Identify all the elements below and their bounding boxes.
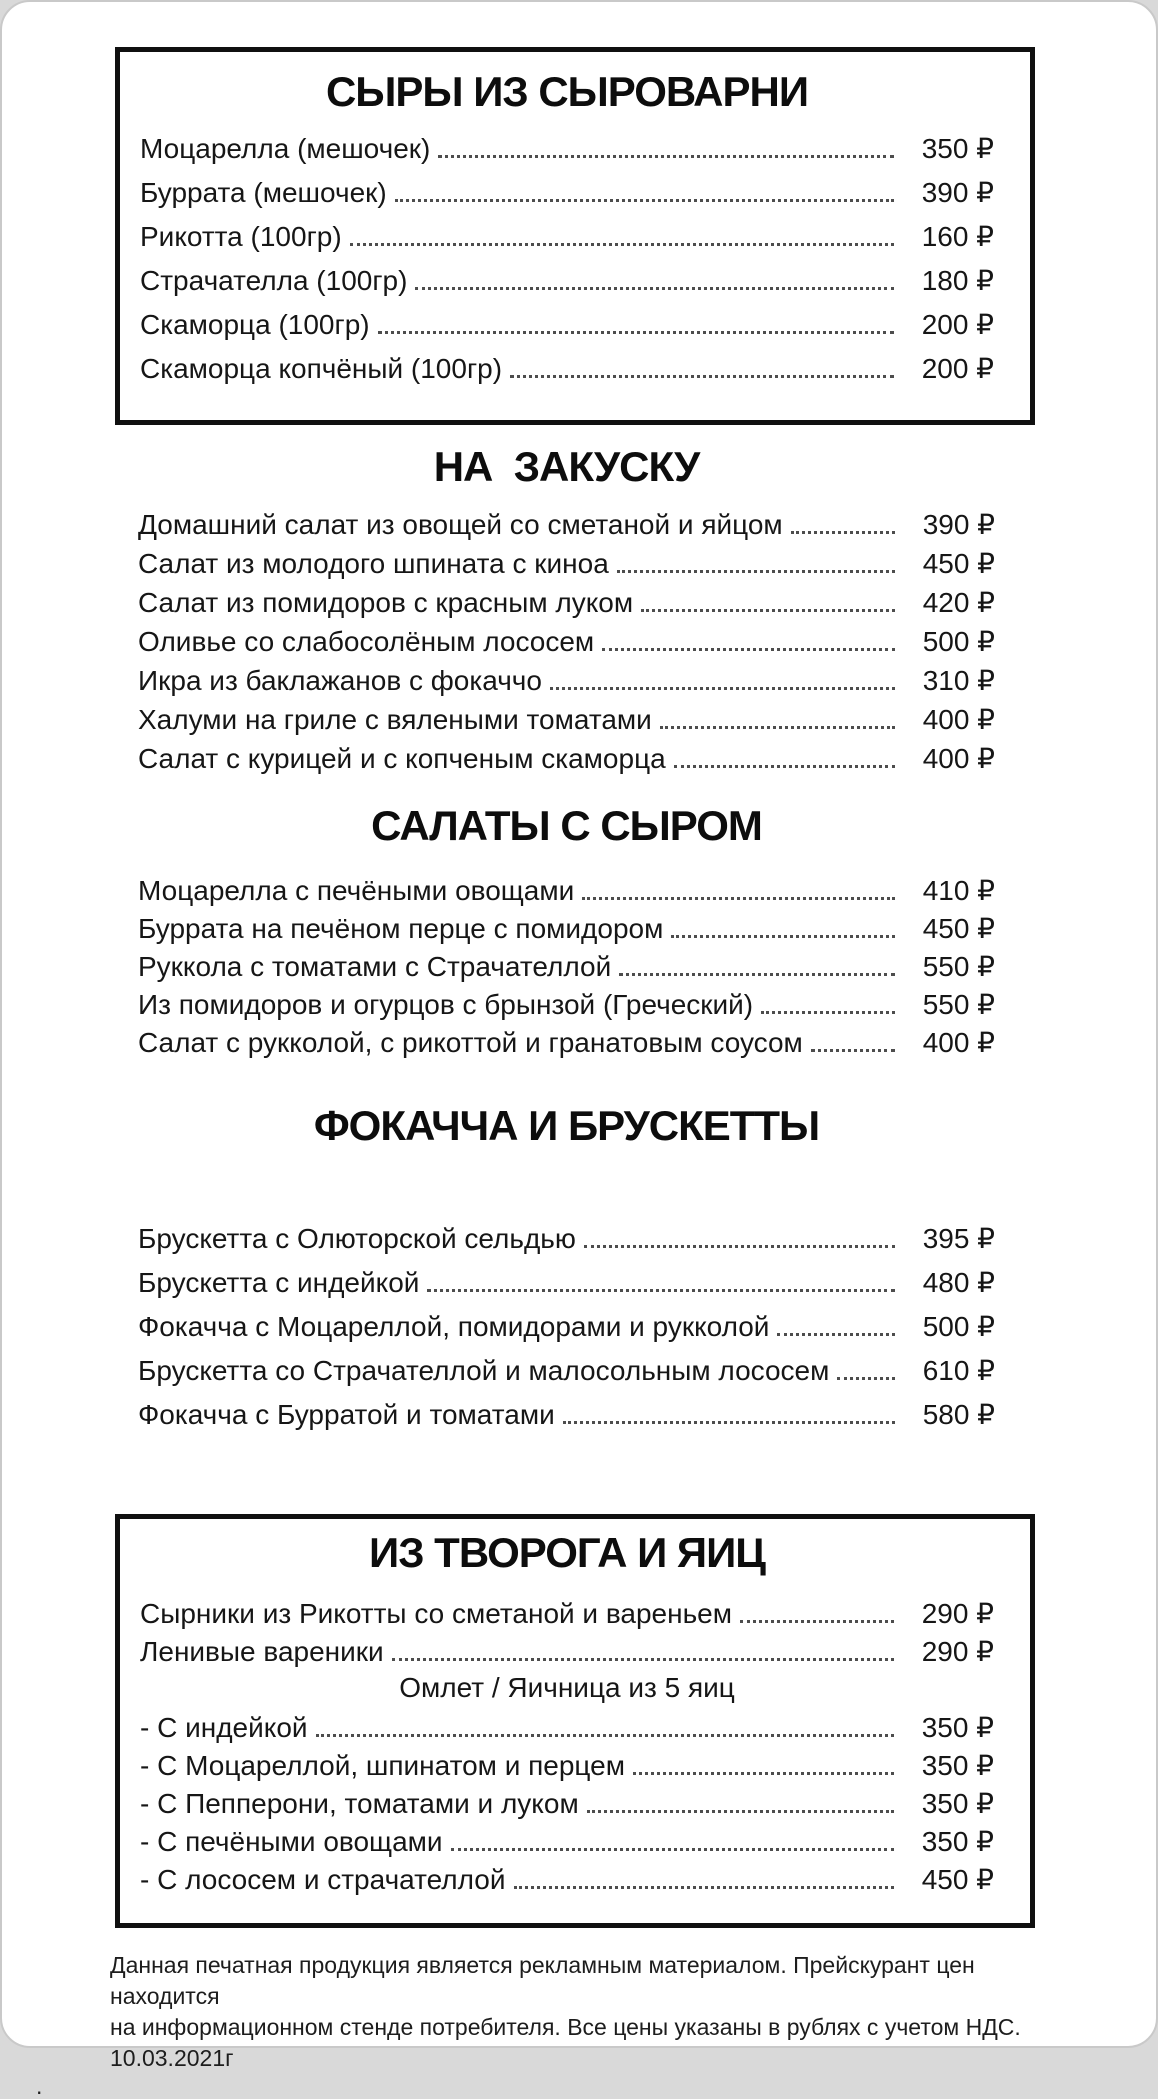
- item-name: Халуми на гриле с вялеными томатами: [138, 704, 652, 735]
- item-name: Икра из баклажанов с фокаччо: [138, 665, 542, 696]
- section-title-focaccia-bruschetta: ФОКАЧЧА И БРУСКЕТТЫ: [313, 1102, 820, 1149]
- dotted-leader: [602, 648, 895, 651]
- item-price: 550 ₽: [922, 951, 995, 982]
- dotted-leader: [427, 1289, 895, 1292]
- item-name: Оливье со слабосолёным лососем: [138, 626, 595, 657]
- dotted-leader: [619, 973, 895, 976]
- menu-item-row: [138, 984, 995, 1022]
- menu-subheader: Омлет / Яичница из 5 яиц: [399, 1672, 735, 1703]
- item-price: 395 ₽: [922, 1223, 995, 1254]
- item-price: 450 ₽: [922, 913, 995, 944]
- dotted-leader: [451, 1848, 894, 1851]
- section-title-curd-and-eggs: ИЗ ТВОРОГА И ЯИЦ: [369, 1529, 765, 1576]
- dotted-leader: [438, 155, 894, 158]
- dotted-leader: [671, 935, 895, 938]
- item-name: Моцарелла с печёными овощами: [138, 875, 575, 906]
- item-price: 400 ₽: [922, 1027, 995, 1058]
- item-price: 500 ₽: [922, 1311, 995, 1342]
- section-curd-and-eggs: [115, 1514, 1035, 1928]
- item-name: Ленивые вареники: [140, 1636, 384, 1667]
- section-rows-curd-and-eggs: [140, 1591, 994, 1897]
- item-name: Брускетта с индейкой: [138, 1267, 420, 1298]
- item-name: Сырники из Рикотты со сметаной и вареньем: [140, 1598, 733, 1629]
- dotted-leader: [582, 897, 895, 900]
- footer-stray-mark: .: [36, 2073, 43, 2099]
- item-name: Брускетта со Страчателлой и малосольным лососем: [138, 1355, 830, 1386]
- item-price: 550 ₽: [922, 989, 995, 1020]
- item-name: - С индейкой: [140, 1712, 308, 1743]
- item-name: - С Моцареллой, шпинатом и перцем: [140, 1750, 625, 1781]
- item-name: Скаморца (100гр): [140, 309, 370, 340]
- menu-item-row: [138, 503, 995, 542]
- menu-item-row: [138, 1300, 995, 1344]
- menu-item-row: [140, 122, 994, 166]
- menu-item-row: [138, 1388, 995, 1432]
- item-price: 450 ₽: [922, 548, 995, 579]
- section-cheeses: [115, 47, 1035, 425]
- item-price: 350 ₽: [921, 1826, 994, 1857]
- menu-item-row: [138, 542, 995, 581]
- dotted-leader: [660, 726, 895, 729]
- dotted-leader: [584, 1245, 895, 1248]
- menu-item-row: [138, 1212, 995, 1256]
- item-price: 500 ₽: [922, 626, 995, 657]
- dotted-leader: [633, 1772, 894, 1775]
- section-rows-cheese-salads: [138, 870, 995, 1060]
- dotted-leader: [395, 199, 894, 202]
- item-price: 580 ₽: [922, 1399, 995, 1430]
- item-name: Моцарелла (мешочек): [140, 133, 431, 164]
- menu-item-row: [138, 698, 995, 737]
- item-price: 480 ₽: [922, 1267, 995, 1298]
- menu-item-row: [140, 254, 994, 298]
- item-name: Домашний салат из овощей со сметаной и яйцом: [138, 509, 783, 540]
- dotted-leader: [761, 1011, 895, 1014]
- section-title-cheese-salads: САЛАТЫ С СЫРОМ: [371, 802, 762, 849]
- item-price: 390 ₽: [922, 509, 995, 540]
- menu-item-row: [138, 659, 995, 698]
- section-title-starters: НА ЗАКУСКУ: [433, 443, 700, 490]
- dotted-leader: [510, 375, 894, 378]
- item-price: 400 ₽: [922, 743, 995, 774]
- item-price: 350 ₽: [921, 1788, 994, 1819]
- dotted-leader: [378, 331, 894, 334]
- menu-item-row: [138, 870, 995, 908]
- menu-item-row: [140, 1859, 994, 1897]
- menu-item-row: [138, 1256, 995, 1300]
- section-cheese-salads: [138, 802, 995, 1060]
- dotted-leader: [811, 1049, 895, 1052]
- dotted-leader: [740, 1620, 894, 1623]
- footer-line-2: на информационном стенде потребителя. Все цены указаны в рублях с учетом НДС.: [110, 2014, 1021, 2040]
- item-name: Салат с курицей и с копченым скаморца: [138, 743, 666, 774]
- dotted-leader: [587, 1810, 894, 1813]
- item-price: 200 ₽: [921, 309, 994, 340]
- item-price: 450 ₽: [921, 1864, 994, 1895]
- menu-item-row: [140, 1631, 994, 1669]
- item-name: - С лососем и страчателлой: [140, 1864, 506, 1895]
- item-price: 420 ₽: [922, 587, 995, 618]
- item-name: Фокачча с Бурратой и томатами: [138, 1399, 555, 1430]
- item-price: 400 ₽: [922, 704, 995, 735]
- item-price: 350 ₽: [921, 133, 994, 164]
- menu-item-row: [140, 166, 994, 210]
- dotted-leader: [791, 531, 895, 534]
- item-price: 180 ₽: [921, 265, 994, 296]
- menu-item-row: [140, 1783, 994, 1821]
- menu-item-row: [140, 1821, 994, 1859]
- section-rows-starters: [138, 503, 995, 776]
- item-price: 200 ₽: [921, 353, 994, 384]
- section-starters: [138, 443, 995, 776]
- section-focaccia-bruschetta: [138, 1102, 995, 1432]
- item-price: 350 ₽: [921, 1712, 994, 1743]
- dotted-leader: [837, 1377, 895, 1380]
- dotted-leader: [415, 287, 894, 290]
- menu-item-row: [138, 1344, 995, 1388]
- section-rows-cheeses: [140, 122, 994, 386]
- menu-item-row: [138, 620, 995, 659]
- dotted-leader: [617, 570, 895, 573]
- item-name: Салат из молодого шпината с киноа: [138, 548, 609, 579]
- item-price: 390 ₽: [921, 177, 994, 208]
- menu-item-row: [138, 946, 995, 984]
- footer-disclaimer: [110, 1950, 1086, 2074]
- item-price: 350 ₽: [921, 1750, 994, 1781]
- menu-item-row: [140, 210, 994, 254]
- item-price: 310 ₽: [922, 665, 995, 696]
- item-price: 290 ₽: [921, 1598, 994, 1629]
- menu-item-row: [140, 298, 994, 342]
- dotted-leader: [550, 687, 895, 690]
- dotted-leader: [316, 1734, 894, 1737]
- item-name: Буррата (мешочек): [140, 177, 387, 208]
- item-name: Руккола с томатами с Страчателлой: [138, 951, 612, 982]
- item-price: 160 ₽: [921, 221, 994, 252]
- menu-item-row: [140, 1591, 994, 1631]
- dotted-leader: [392, 1658, 894, 1661]
- item-price: 410 ₽: [922, 875, 995, 906]
- footer-line-1: Данная печатная продукция является рекламным материалом. Прейскурант цен находится: [110, 1952, 975, 2009]
- menu-item-row: [138, 581, 995, 620]
- item-name: Салат с рукколой, с рикоттой и гранатовым соусом: [138, 1027, 803, 1058]
- item-name: Буррата на печёном перце с помидором: [138, 913, 664, 944]
- dotted-leader: [674, 765, 895, 768]
- menu-item-row: [138, 737, 995, 776]
- item-price: 610 ₽: [922, 1355, 995, 1386]
- dotted-leader: [514, 1886, 895, 1889]
- item-name: Салат из помидоров с красным луком: [138, 587, 634, 618]
- dotted-leader: [641, 609, 895, 612]
- menu-item-row: [138, 908, 995, 946]
- dotted-leader: [350, 243, 894, 246]
- section-title-cheeses: СЫРЫ ИЗ СЫРОВАРНИ: [325, 68, 809, 115]
- menu-item-row: [140, 342, 994, 386]
- menu-item-row: [140, 1745, 994, 1783]
- menu-item-row: [138, 1022, 995, 1060]
- item-price: 290 ₽: [921, 1636, 994, 1667]
- item-name: Фокачча с Моцареллой, помидорами и рукколой: [138, 1311, 770, 1342]
- dotted-leader: [777, 1333, 895, 1336]
- item-name: Скаморца копчёный (100гр): [140, 353, 503, 384]
- dotted-leader: [563, 1421, 895, 1424]
- footer-date: 10.03.2021г: [110, 2045, 234, 2071]
- section-rows-focaccia-bruschetta: [138, 1212, 995, 1432]
- item-name: Из помидоров и огурцов с брынзой (Греческий): [138, 989, 754, 1020]
- menu-item-row: [140, 1707, 994, 1745]
- item-name: Страчателла (100гр): [140, 265, 408, 296]
- item-name: - С Пепперони, томатами и луком: [140, 1788, 579, 1819]
- item-name: - С печёными овощами: [140, 1826, 443, 1857]
- item-name: Рикотта (100гр): [140, 221, 342, 252]
- item-name: Брускетта с Олюторской сельдью: [138, 1223, 576, 1254]
